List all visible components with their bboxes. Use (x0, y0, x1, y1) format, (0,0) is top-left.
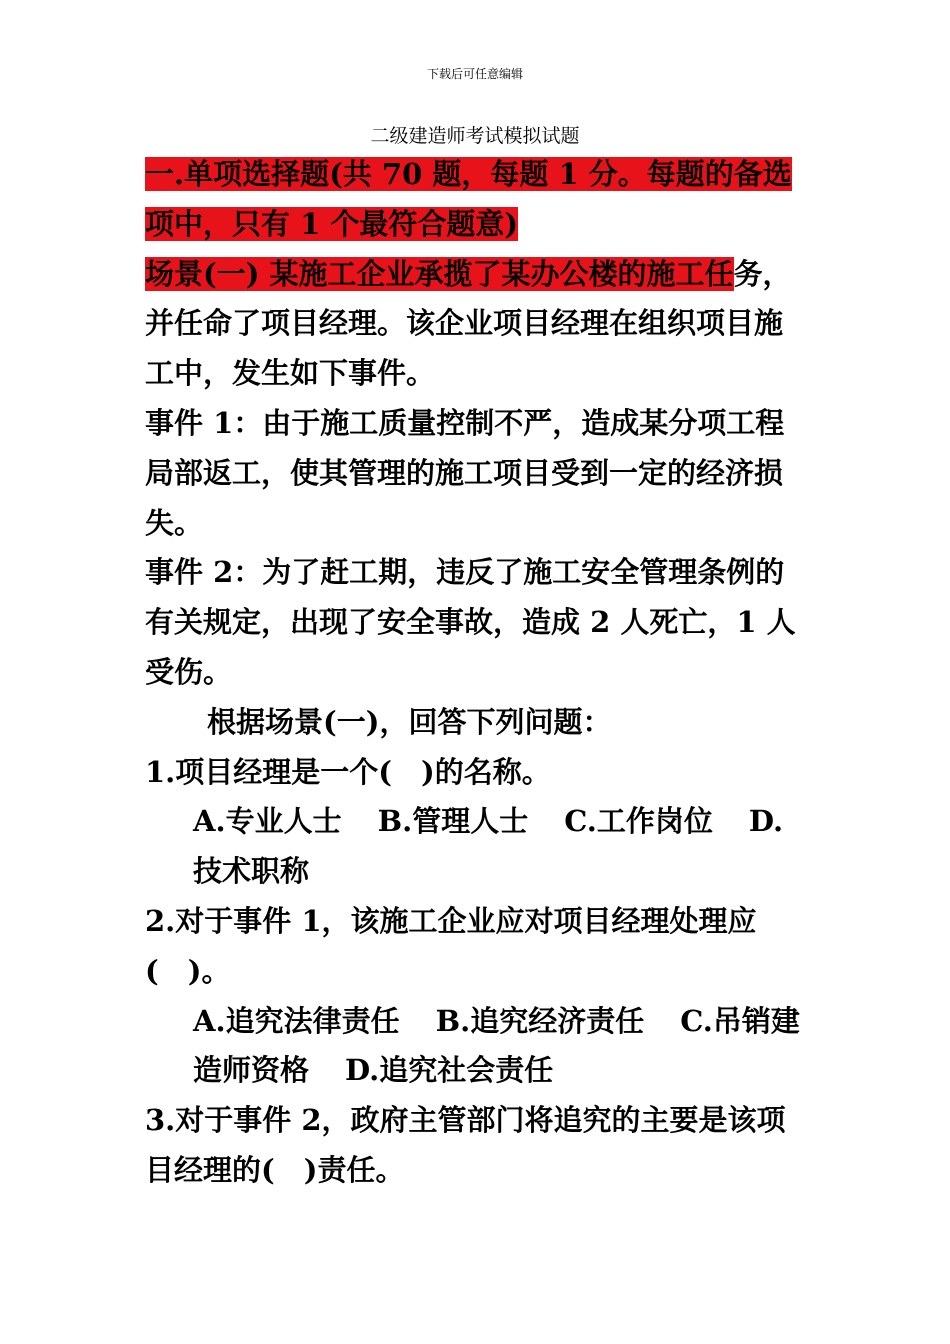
option-label: D.追究社会责任 (345, 1053, 554, 1088)
option-label: D.技术职称 (193, 804, 784, 889)
option-label: C.吊销建造师资格 (193, 1003, 800, 1088)
option-label: A.专业人士 (193, 804, 342, 839)
question-2-options (145, 997, 810, 1097)
question-1-stem: 1.项目经理是一个( )的名称。 (145, 754, 551, 789)
question-prompt: 根据场景(一)，回答下列问题： (207, 704, 612, 739)
option-label: B.管理人士 (377, 804, 529, 839)
scenario-intro (145, 250, 810, 399)
question-3-stem: 3.对于事件 2，政府主管部门将追究的主要是该项目经理的( )责任。 (145, 1103, 786, 1187)
option-label: C.工作岗位 (564, 804, 713, 839)
option-label: A.追究法律责任 (193, 1003, 400, 1038)
question-1-options (145, 797, 810, 897)
option-label: B.追究经济责任 (435, 1003, 645, 1038)
header-note: 下载后可任意编辑 (426, 67, 523, 81)
section-heading (145, 150, 810, 250)
scenario-intro-highlighted: 场景(一) 某施工企业承揽了某办公楼的施工任 (145, 256, 734, 291)
event-2: 事件 2：为了赶工期，违反了施工安全管理条例的有关规定，出现了安全事故，造成 2 人死亡，1 人受伤。 (145, 555, 796, 689)
event-1: 事件 1：由于施工质量控制不严，造成某分项工程局部返工，使其管理的施工项目受到一定的经济损失。 (145, 405, 785, 540)
scenario-intro-rest: 务，并任命了项目经理。该企业项目经理在组织项目施工中，发生如下事件。 (145, 256, 792, 391)
question-2-stem: 2.对于事件 1，该施工企业应对项目经理处理应( )。 (145, 903, 757, 988)
document-title: 二级建造师考试模拟试题 (370, 125, 580, 147)
document-body (145, 150, 810, 1196)
section-heading-text: 一.单项选择题(共 70 题，每题 1 分。每题的备选项中，只有 1 个最符合题意) (145, 157, 792, 241)
